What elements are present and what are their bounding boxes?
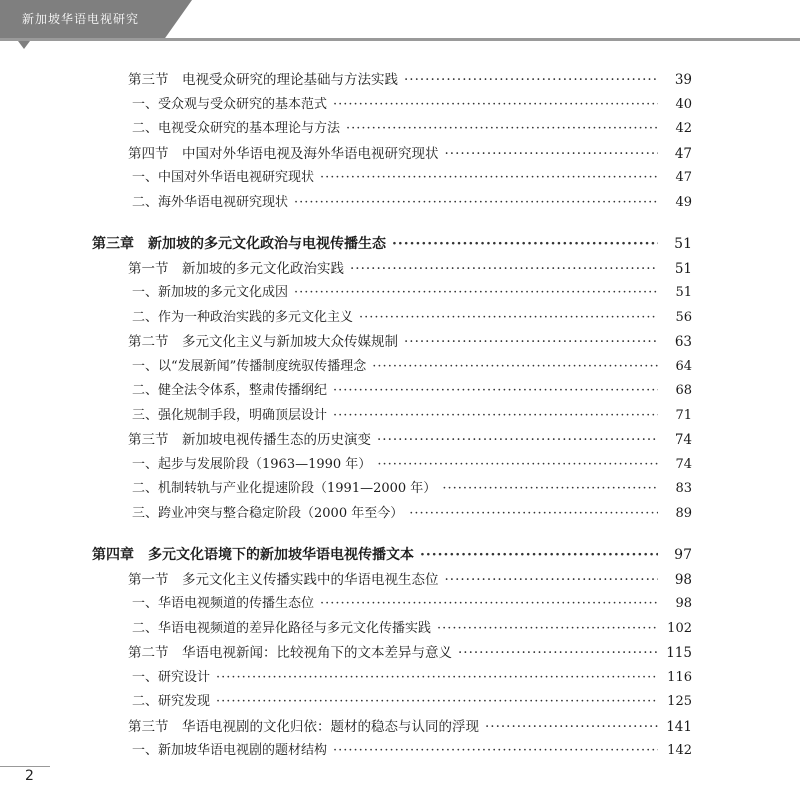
toc-page-number: 40 [675, 96, 692, 112]
toc-subsection: 二、华语电视频道的差异化路径与多元文化传播实践 ····· 102 [92, 617, 692, 642]
header-rule [0, 38, 800, 41]
toc-page-number: 74 [675, 456, 692, 472]
dot-leader [333, 379, 658, 404]
toc-section: 第二节 华语电视新闻：比较视角下的文本差异与意义 ····· 115 [92, 641, 692, 666]
page-number: 2 [25, 768, 34, 784]
toc-subsection: 一、新加坡的多元文化成因 ····· 51 [92, 281, 692, 306]
table-of-contents [92, 68, 692, 764]
footer-rule [0, 766, 50, 767]
dot-leader [404, 330, 658, 355]
dot-leader [377, 453, 658, 478]
toc-page-number: 68 [675, 383, 692, 398]
toc-page-number: 98 [675, 596, 692, 611]
toc-page-number: 115 [666, 645, 692, 661]
toc-subsection: 一、新加坡华语电视剧的题材结构 ····· 142 [92, 739, 692, 764]
toc-subsection: 一、中国对外华语电视研究现状 ····· 47 [92, 166, 692, 191]
toc-subsection: 一、起步与发展阶段（1963—1990 年） ····· 74 [92, 453, 692, 478]
toc-page-number: 51 [675, 285, 692, 300]
toc-subsection: 一、受众观与受众研究的基本范式 ····· 40 [92, 93, 692, 118]
toc-page-number: 47 [674, 145, 692, 162]
toc-page-number: 141 [666, 718, 692, 735]
toc-subsection: 二、电视受众研究的基本理论与方法 ····· 42 [92, 117, 692, 142]
toc-chapter: 第四章 多元文化语境下的新加坡华语电视传播文本 ····· 97 [92, 543, 692, 568]
toc-page-number: 64 [675, 358, 692, 374]
chapter-gap [92, 215, 692, 232]
toc-section: 第一节 新加坡的多元文化政治实践 ····· 51 [92, 257, 692, 282]
dot-leader [346, 117, 658, 142]
toc-page-number: 51 [674, 236, 692, 252]
dot-leader [294, 281, 658, 306]
toc-section: 第四节 中国对外华语电视及海外华语电视研究现状 ····· 47 [92, 142, 692, 167]
dot-leader [420, 543, 658, 568]
chapter-gap [92, 526, 692, 543]
toc-chapter: 第三章 新加坡的多元文化政治与电视传播生态 ····· 51 [92, 232, 692, 257]
toc-page-number: 39 [674, 72, 692, 88]
toc-page-number: 102 [667, 620, 692, 636]
toc-page-number: 47 [675, 170, 692, 185]
toc-page-number: 51 [674, 260, 692, 277]
dot-leader [409, 502, 658, 527]
toc-subsection: 三、强化规制手段，明确顶层设计 ····· 71 [92, 404, 692, 429]
toc-section: 第三节 新加坡电视传播生态的历史演变 ····· 74 [92, 428, 692, 453]
toc-page-number: 63 [674, 334, 692, 350]
dot-leader [437, 617, 658, 642]
toc-section: 第二节 多元文化主义与新加坡大众传媒规制 ····· 63 [92, 330, 692, 355]
dot-leader [485, 715, 658, 740]
header-notch [18, 41, 30, 49]
dot-leader [216, 690, 658, 715]
toc-page-number: 142 [667, 743, 692, 758]
running-header-title: 新加坡华语电视研究 [22, 12, 140, 26]
dot-leader [350, 257, 658, 282]
dot-leader [445, 568, 659, 593]
toc-subsection: 一、华语电视频道的传播生态位 ····· 98 [92, 592, 692, 617]
toc-page-number: 71 [675, 407, 692, 423]
toc-page-number: 97 [674, 547, 692, 563]
dot-leader [377, 428, 658, 453]
toc-subsection: 二、海外华语电视研究现状 ····· 49 [92, 191, 692, 216]
toc-subsection: 一、研究设计 ····· 116 [92, 666, 692, 691]
toc-page-number: 116 [667, 669, 692, 685]
toc-page-number: 42 [675, 121, 692, 136]
dot-leader [216, 666, 658, 691]
dot-leader [320, 592, 658, 617]
dot-leader [442, 477, 658, 502]
dot-leader [333, 739, 658, 764]
dot-leader [445, 142, 659, 167]
toc-subsection: 一、以“发展新闻”传播制度统驭传播理念 ····· 64 [92, 355, 692, 380]
toc-subsection: 二、研究发现 ····· 125 [92, 690, 692, 715]
toc-page-number: 98 [674, 571, 692, 588]
toc-page-number: 89 [675, 505, 692, 521]
toc-section: 第一节 多元文化主义传播实践中的华语电视生态位 ····· 98 [92, 568, 692, 593]
dot-leader [458, 641, 658, 666]
toc-page-number: 74 [674, 432, 692, 448]
dot-leader [404, 68, 658, 93]
toc-section: 第三节 电视受众研究的理论基础与方法实践 ····· 39 [92, 68, 692, 93]
toc-page-number: 83 [675, 481, 692, 496]
toc-page-number: 125 [667, 694, 692, 709]
toc-page-number: 49 [675, 194, 692, 210]
toc-subsection: 二、机制转轨与产业化提速阶段（1991—2000 年） ····· 83 [92, 477, 692, 502]
dot-leader [359, 306, 658, 331]
dot-leader [333, 404, 658, 429]
dot-leader [333, 93, 658, 118]
toc-subsection: 二、健全法令体系，整肃传播纲纪 ····· 68 [92, 379, 692, 404]
toc-page-number: 56 [675, 309, 692, 325]
dot-leader [392, 232, 658, 257]
toc-subsection: 二、作为一种政治实践的多元文化主义 ····· 56 [92, 306, 692, 331]
toc-section: 第三节 华语电视剧的文化归依：题材的稳态与认同的浮现 ····· 141 [92, 715, 692, 740]
dot-leader [320, 166, 658, 191]
toc-subsection: 三、跨业冲突与整合稳定阶段（2000 年至今） ····· 89 [92, 502, 692, 527]
dot-leader [372, 355, 658, 380]
dot-leader [294, 191, 658, 216]
